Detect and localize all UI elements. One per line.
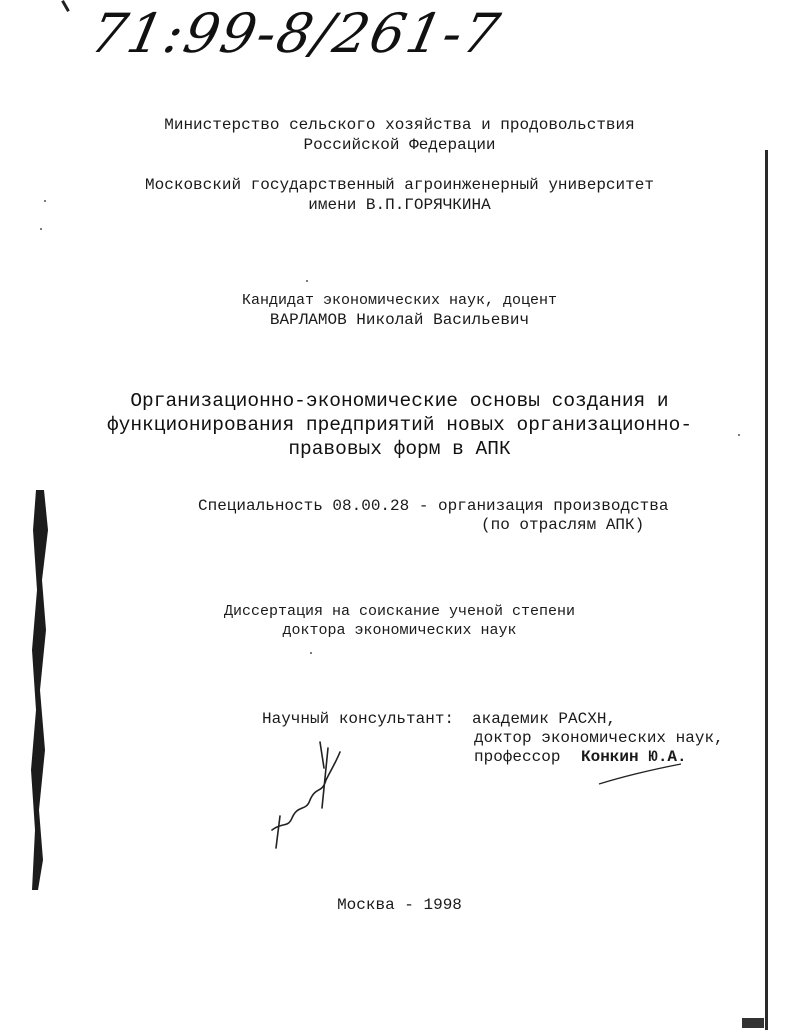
scan-speck — [306, 280, 308, 282]
scan-edge-line — [765, 150, 768, 1030]
university-line-2: имени В.П.ГОРЯЧКИНА — [308, 196, 491, 214]
scan-speck — [44, 200, 46, 202]
scan-corner-mark — [742, 1018, 764, 1028]
ministry-line-1: Министерство сельского хозяйства и продовольствия — [164, 116, 635, 134]
thesis-title-line-1: Организационно-экономические основы создания и — [130, 390, 669, 412]
author-degree: Кандидат экономических наук, доцент — [241, 292, 558, 309]
specialty-line-1: Специальность 08.00.28 - организация производства — [198, 497, 669, 515]
specialty-line-2: (по отраслям АПК) — [481, 516, 645, 534]
consultant-degree: доктор экономических наук, — [474, 729, 724, 747]
author-name: ВАРЛАМОВ Николай Васильевич — [269, 311, 530, 329]
scan-binding-shadow — [30, 490, 52, 890]
handwritten-signature — [262, 738, 352, 858]
scan-speck — [40, 228, 42, 230]
thesis-title-line-2: функционирования предприятий новых организационно- — [106, 414, 693, 436]
scan-speck — [738, 434, 740, 436]
consultant-label: Научный консультант: — [262, 710, 455, 728]
university-line-1: Московский государственный агроинженерный университет — [145, 176, 654, 194]
place-and-year: Москва - 1998 — [337, 896, 462, 914]
consultant-rank: академик РАСХН, — [472, 710, 617, 728]
scan-mark — [61, 0, 70, 12]
catalog-number: 71:99-8/261-7 — [85, 2, 507, 65]
consultant-name: Конкин Ю.А. — [581, 748, 687, 766]
scan-speck — [310, 652, 312, 654]
consultant-position: профессор — [474, 748, 561, 766]
signature-underline — [595, 762, 685, 788]
dissertation-line-2: доктора экономических наук — [282, 622, 517, 639]
dissertation-line-1: Диссертация на соискание ученой степени — [223, 603, 576, 620]
ministry-line-2: Российской Федерации — [303, 136, 496, 154]
thesis-title-line-3: правовых форм в АПК — [288, 438, 511, 460]
